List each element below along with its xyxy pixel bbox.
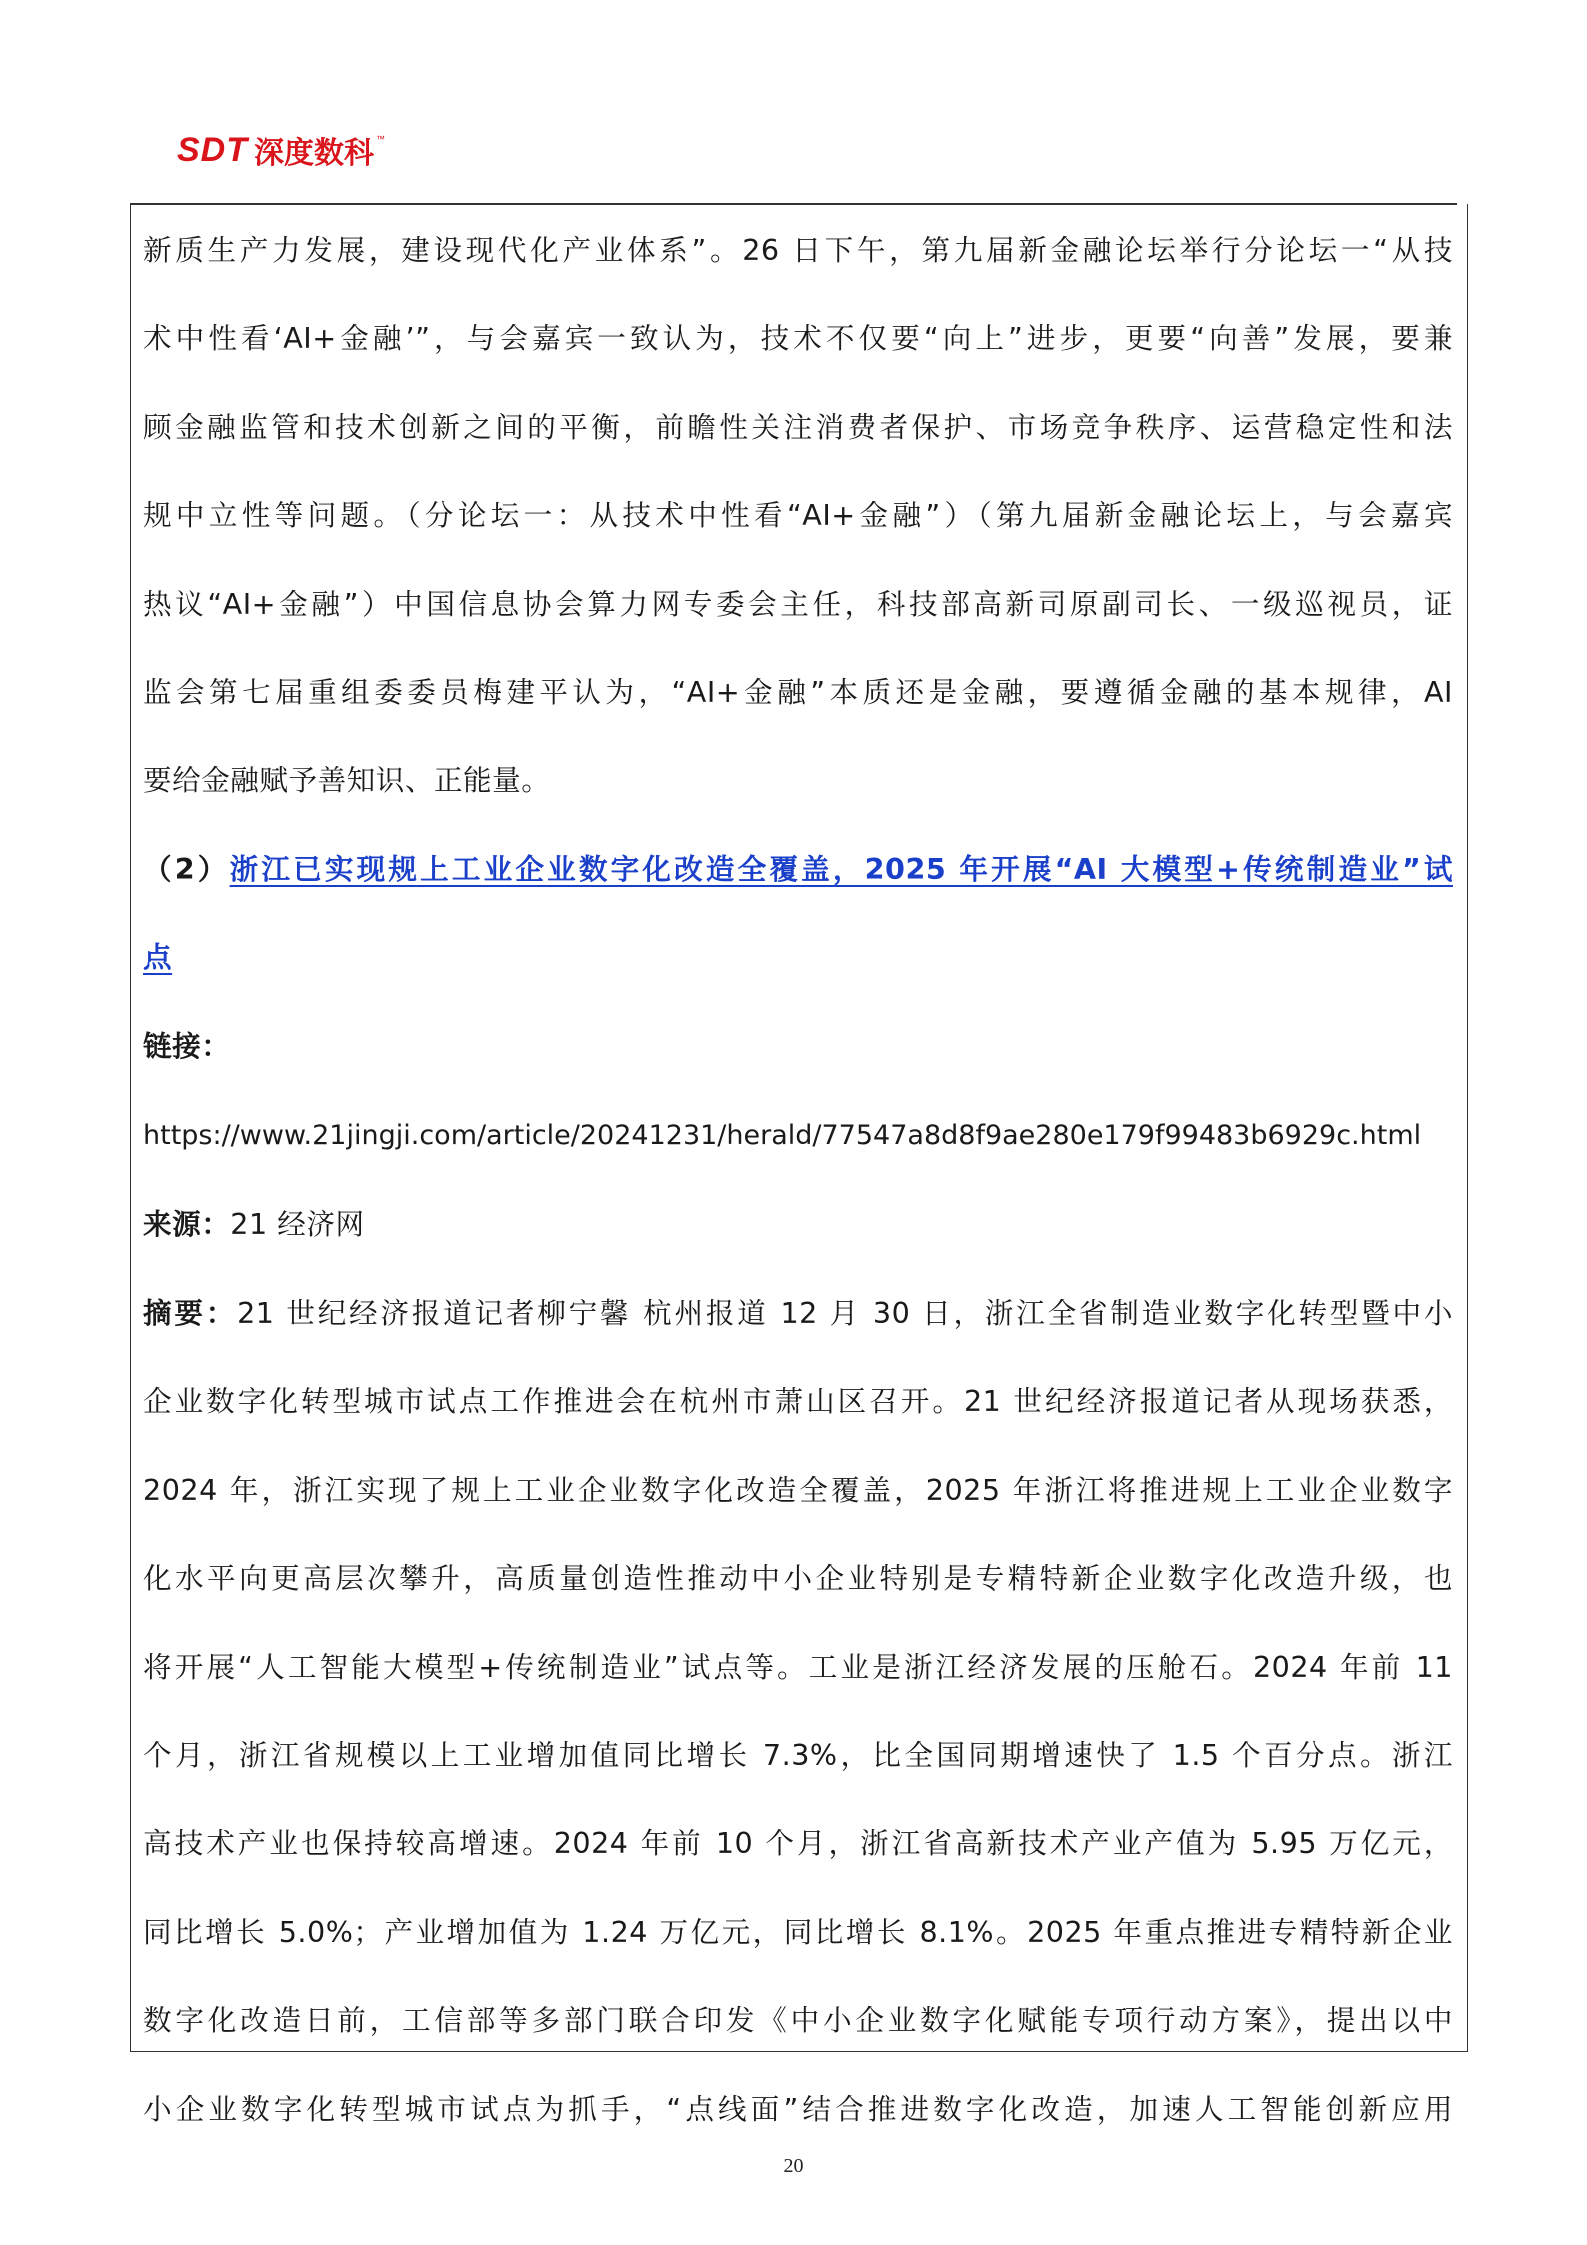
- summary-line: 2024 年，浙江实现了规上工业企业数字化改造全覆盖，2025 年浙江将推进规上工业企业数字: [143, 1472, 1453, 1507]
- summary-line: 小企业数字化转型城市试点为抓手，“点线面”结合推进数字化改造，加速人工智能创新应用: [143, 2091, 1453, 2126]
- summary-line: 化水平向更高层次攀升，高质量创造性推动中小企业特别是专精特新企业数字化改造升级，也: [143, 1561, 1453, 1596]
- article-heading-cont: [143, 913, 1453, 1001]
- summary-line: 同比增长 5.0%；产业增加值为 1.24 万亿元，同比增长 8.1%。2025 年重点推进专精特新企业: [143, 1914, 1453, 1949]
- intro-line: 要给金融赋予善知识、正能量。: [143, 763, 551, 798]
- link-row: [143, 1002, 1453, 1181]
- source-label: 来源：: [143, 1207, 231, 1242]
- intro-line: 新质生产力发展，建设现代化产业体系”。26 日下午，第九届新金融论坛举行分论坛一“从技: [143, 233, 1453, 267]
- article-title-link[interactable]: 浙江已实现规上工业企业数字化改造全覆盖，2025 年开展“AI 大模型+传统制造业”试: [229, 851, 1453, 886]
- summary-text: 21 世纪经济报道记者柳宁馨 杭州报道 12 月 30 日，浙江全省制造业数字化转型暨中小: [237, 1295, 1453, 1330]
- logo-mark: SDT: [177, 130, 248, 169]
- article-heading: [143, 825, 1453, 913]
- company-logo: [177, 130, 385, 171]
- summary-line: 数字化改造日前，工信部等多部门联合印发《中小企业数字化赋能专项行动方案》，提出以中: [143, 2003, 1453, 2038]
- source-row: [143, 1180, 1453, 1268]
- intro-line: 术中性看‘AI+金融’”，与会嘉宾一致认为，技术不仅要“向上”进步，更要“向善”发展，要兼: [143, 321, 1453, 356]
- intro-line: 规中立性等问题。（分论坛一：从技术中性看“AI+金融”）（第九届新金融论坛上，与会嘉宾: [143, 498, 1453, 533]
- summary-first-line: [143, 1269, 1453, 1357]
- summary-line: 个月，浙江省规模以上工业增加值同比增长 7.3%，比全国同期增速快了 1.5 个百分点。浙江: [143, 1737, 1453, 1772]
- article-number: （2）: [143, 851, 230, 886]
- source-value: 21 经济网: [230, 1207, 365, 1242]
- article-title-link-cont[interactable]: 点: [143, 940, 173, 975]
- summary-line: 企业数字化转型城市试点工作推进会在杭州市萧山区召开。21 世纪经济报道记者从现场获悉，: [143, 1384, 1453, 1419]
- summary-line: 将开展“人工智能大模型+传统制造业”试点等。工业是浙江经济发展的压舱石。2024 年前 11: [143, 1649, 1453, 1684]
- link-url[interactable]: https://www.21jingji.com/article/20241231/herald/77547a8d8f9ae280e179f99483b6929c.html: [143, 1120, 1422, 1152]
- intro-line: 监会第七届重组委委员梅建平认为，“AI+金融”本质还是金融，要遵循金融的基本规律，AI: [143, 675, 1453, 710]
- page-number: 20: [783, 2155, 804, 2177]
- link-label: 链接：: [143, 1028, 231, 1063]
- document-body: [143, 206, 1453, 2153]
- logo-text: 深度数科: [254, 136, 374, 171]
- intro-line: 热议“AI+金融”）中国信息协会算力网专委会主任，科技部高新司原副司长、一级巡视员，证: [143, 586, 1453, 621]
- summary-label: 摘要：: [143, 1295, 238, 1330]
- summary-line: 高技术产业也保持较高增速。2024 年前 10 个月，浙江省高新技术产业产值为 5.95 万亿元，: [143, 1826, 1453, 1861]
- intro-line: 顾金融监管和技术创新之间的平衡，前瞻性关注消费者保护、市场竞争秩序、运营稳定性和法: [143, 409, 1453, 444]
- logo-trademark: ™: [376, 134, 385, 144]
